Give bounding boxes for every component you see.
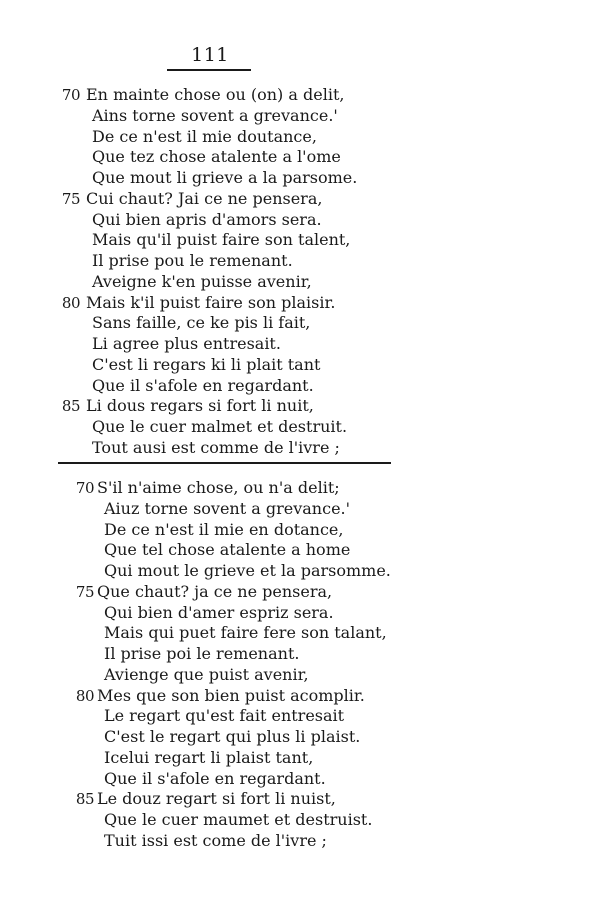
verse-text: Que chaut? ja ce ne pensera,	[97, 581, 333, 601]
verse-line	[0, 376, 600, 397]
verse-line	[0, 230, 600, 251]
verse-line	[0, 396, 600, 417]
verse-text: Que mout li grieve a la parsome.	[92, 168, 358, 187]
line-number: 75	[75, 582, 94, 601]
verse-line	[0, 686, 600, 707]
line-number: 70	[61, 86, 80, 104]
verse-text: Que tez chose atalente a l'ome	[92, 147, 341, 167]
verse-line	[0, 355, 600, 376]
verse-line	[0, 706, 600, 727]
verse-line	[0, 831, 600, 852]
verse-text: Il prise poi le remenant.	[104, 644, 300, 663]
verse-text: Icelui regart li plaist tant,	[104, 747, 314, 767]
verse-line	[0, 293, 600, 314]
verse-text: Avienge que puist avenir,	[104, 664, 309, 684]
line-number: 80	[61, 293, 80, 312]
verse-line	[0, 789, 600, 810]
verse-line	[0, 313, 600, 334]
verse-line	[0, 623, 600, 644]
verse-text: Qui mout le grieve et la parsomme.	[104, 561, 391, 580]
verse-text: De ce n'est il mie en dotance,	[104, 519, 344, 539]
verse-text: Il prise pou le remenant.	[92, 251, 293, 270]
verse-text: S'il n'aime chose, ou n'a delit;	[97, 478, 340, 497]
verse-line	[0, 520, 600, 541]
verse-line	[0, 272, 600, 293]
verse-line	[0, 665, 600, 686]
page-number-rule	[167, 69, 251, 71]
page-number: 111	[191, 44, 229, 66]
verse-text: De ce n'est il mie doutance,	[92, 126, 317, 146]
verse-line	[0, 561, 600, 582]
verse-line	[0, 251, 600, 272]
verse-text: Aiuz torne sovent a grevance.'	[104, 498, 351, 518]
verse-text: Tuit issi est come de l'ivre ;	[104, 830, 327, 850]
verse-line	[0, 499, 600, 520]
verse-line	[0, 168, 600, 189]
verse-text: C'est le regart qui plus li plaist.	[104, 727, 361, 746]
line-number: 70	[75, 479, 94, 497]
line-number: 80	[75, 686, 94, 705]
verse-text: Ains torne sovent a grevance.'	[92, 105, 338, 125]
verse-line	[0, 210, 600, 231]
verse-line	[0, 438, 600, 459]
verse-line	[0, 334, 600, 355]
verse-text: Mais qu'il puist faire son talent,	[92, 230, 351, 250]
verse-text: Mais k'il puist faire son plaisir.	[86, 292, 336, 312]
verse-text: Le douz regart si fort li nuist,	[97, 789, 336, 809]
verse-text: Li agree plus entresait.	[92, 334, 281, 353]
verse-line	[0, 810, 600, 831]
verse-line	[0, 478, 600, 499]
verse-text: Mais qui puet faire fere son talant,	[104, 623, 387, 643]
verse-line	[0, 748, 600, 769]
verse-text: Tout ausi est comme de l'ivre ;	[92, 437, 340, 457]
verse-text: Que le cuer malmet et destruit.	[92, 417, 348, 436]
verse-line	[0, 189, 600, 210]
verse-line	[0, 540, 600, 561]
verse-text: Que tel chose atalente a home	[104, 540, 351, 560]
verse-text: Qui bien apris d'amors sera.	[92, 209, 322, 229]
verse-text: Cui chaut? Jai ce ne pensera,	[86, 188, 323, 208]
verse-line	[0, 147, 600, 168]
verse-text: Que le cuer maumet et destruist.	[104, 810, 373, 829]
verse-text: Li dous regars si fort li nuit,	[86, 396, 314, 416]
verse-line	[0, 603, 600, 624]
verse-line	[0, 106, 600, 127]
verse-text: Le regart qu'est fait entresait	[104, 706, 345, 726]
verse-text: Aveigne k'en puisse avenir,	[92, 271, 312, 291]
stanza-first	[0, 85, 600, 459]
verse-text: C'est li regars ki li plait tant	[92, 354, 321, 374]
stanza-second	[0, 478, 600, 852]
verse-text: Que il s'afole en regardant.	[92, 375, 314, 395]
stanza-divider	[58, 462, 391, 464]
verse-text: Sans faille, ce ke pis li fait,	[92, 313, 311, 333]
verse-line	[0, 85, 600, 106]
verse-text: En mainte chose ou (on) a delit,	[86, 85, 345, 104]
verse-line	[0, 417, 600, 438]
verse-text: Mes que son bien puist acomplir.	[97, 685, 365, 705]
verse-text: Qui bien d'amer espriz sera.	[104, 602, 334, 622]
verse-line	[0, 644, 600, 665]
line-number: 85	[75, 790, 94, 809]
verse-line	[0, 582, 600, 603]
line-number: 75	[61, 189, 80, 208]
verse-line	[0, 727, 600, 748]
verse-text: Que il s'afole en regardant.	[104, 768, 326, 788]
line-number: 85	[61, 397, 80, 416]
verse-line	[0, 769, 600, 790]
verse-line	[0, 127, 600, 148]
